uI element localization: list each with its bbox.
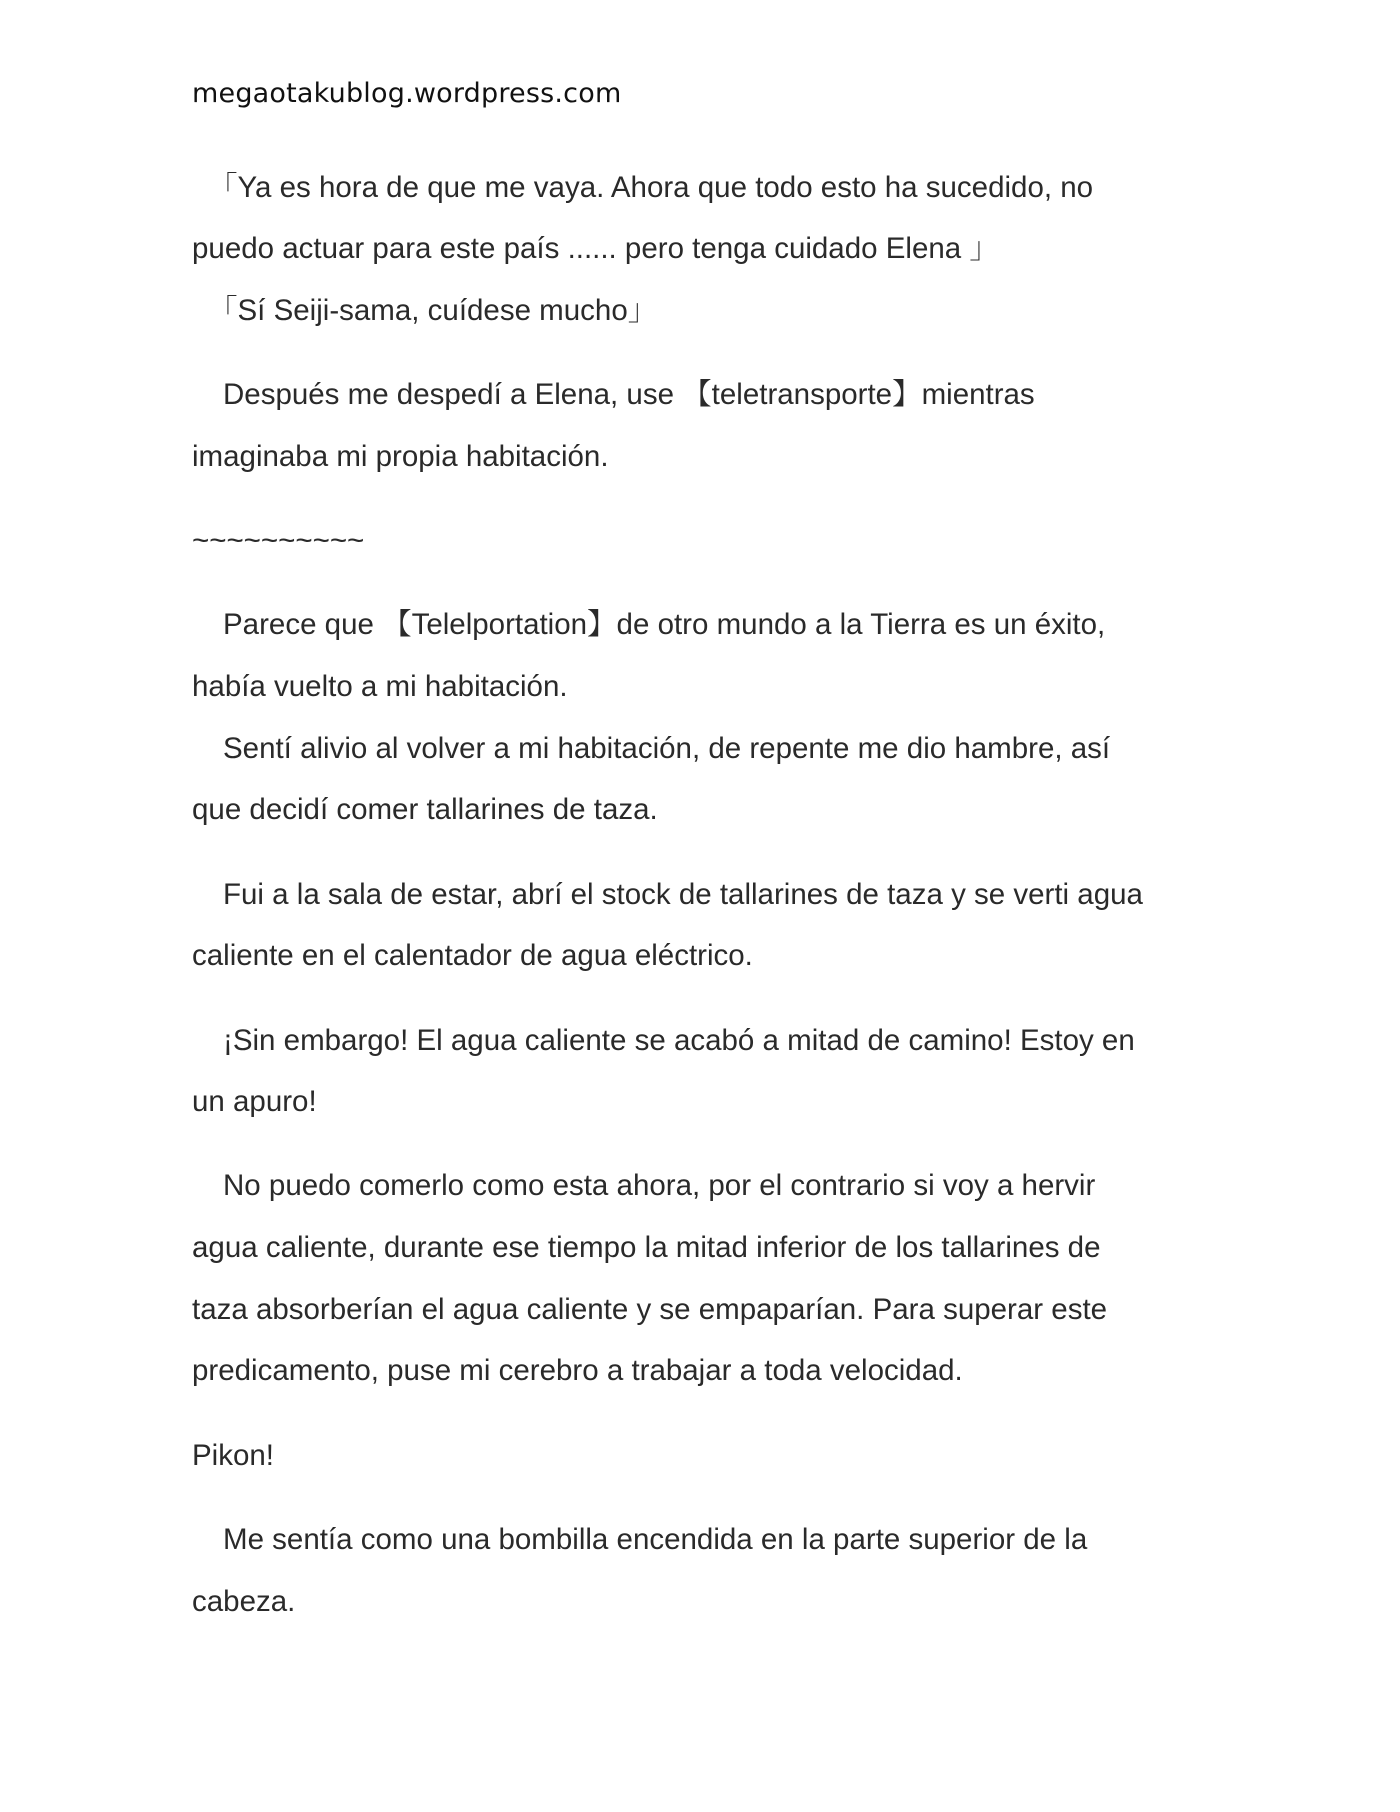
text-line: agua caliente, durante ese tiempo la mitad inferior de los tallarines de <box>192 1231 1101 1264</box>
text-line: Después me despedí a Elena, use 【teletransporte】mientras <box>223 378 1035 411</box>
text-line: predicamento, puse mi cerebro a trabajar a toda velocidad. <box>192 1354 963 1387</box>
text-line: un apuro! <box>192 1085 317 1118</box>
text-line: 「Ya es hora de que me vaya. Ahora que todo esto ha sucedido, no <box>208 171 1094 204</box>
text-line: Sentí alivio al volver a mi habitación, de repente me dio hambre, así <box>223 732 1111 765</box>
scene-divider: ~~~~~~~~~~ <box>192 524 365 557</box>
text-line: taza absorberían el agua caliente y se empaparían. Para superar este <box>192 1293 1108 1326</box>
text-line: Pikon! <box>192 1439 274 1472</box>
text-line: Parece que 【Telelportation】de otro mundo a la Tierra es un éxito, <box>223 608 1106 641</box>
text-line: había vuelto a mi habitación. <box>192 670 568 703</box>
text-line: Me sentía como una bombilla encendida en la parte superior de la <box>223 1523 1088 1556</box>
text-line: ¡Sin embargo! El agua caliente se acabó a mitad de camino! Estoy en <box>223 1024 1135 1057</box>
text-line: puedo actuar para este país ...... pero tenga cuidado Elena 」 <box>192 232 999 265</box>
text-line: caliente en el calentador de agua eléctrico. <box>192 939 753 972</box>
site-header: megaotakublog.wordpress.com <box>192 78 622 109</box>
text-line: cabeza. <box>192 1585 296 1618</box>
text-line: 「Sí Seiji-sama, cuídese mucho」 <box>208 294 658 327</box>
text-line: No puedo comerlo como esta ahora, por el contrario si voy a hervir <box>223 1169 1096 1202</box>
text-line: imaginaba mi propia habitación. <box>192 440 609 473</box>
text-line: que decidí comer tallarines de taza. <box>192 793 658 826</box>
text-line: Fui a la sala de estar, abrí el stock de tallarines de taza y se verti agua <box>223 878 1143 911</box>
